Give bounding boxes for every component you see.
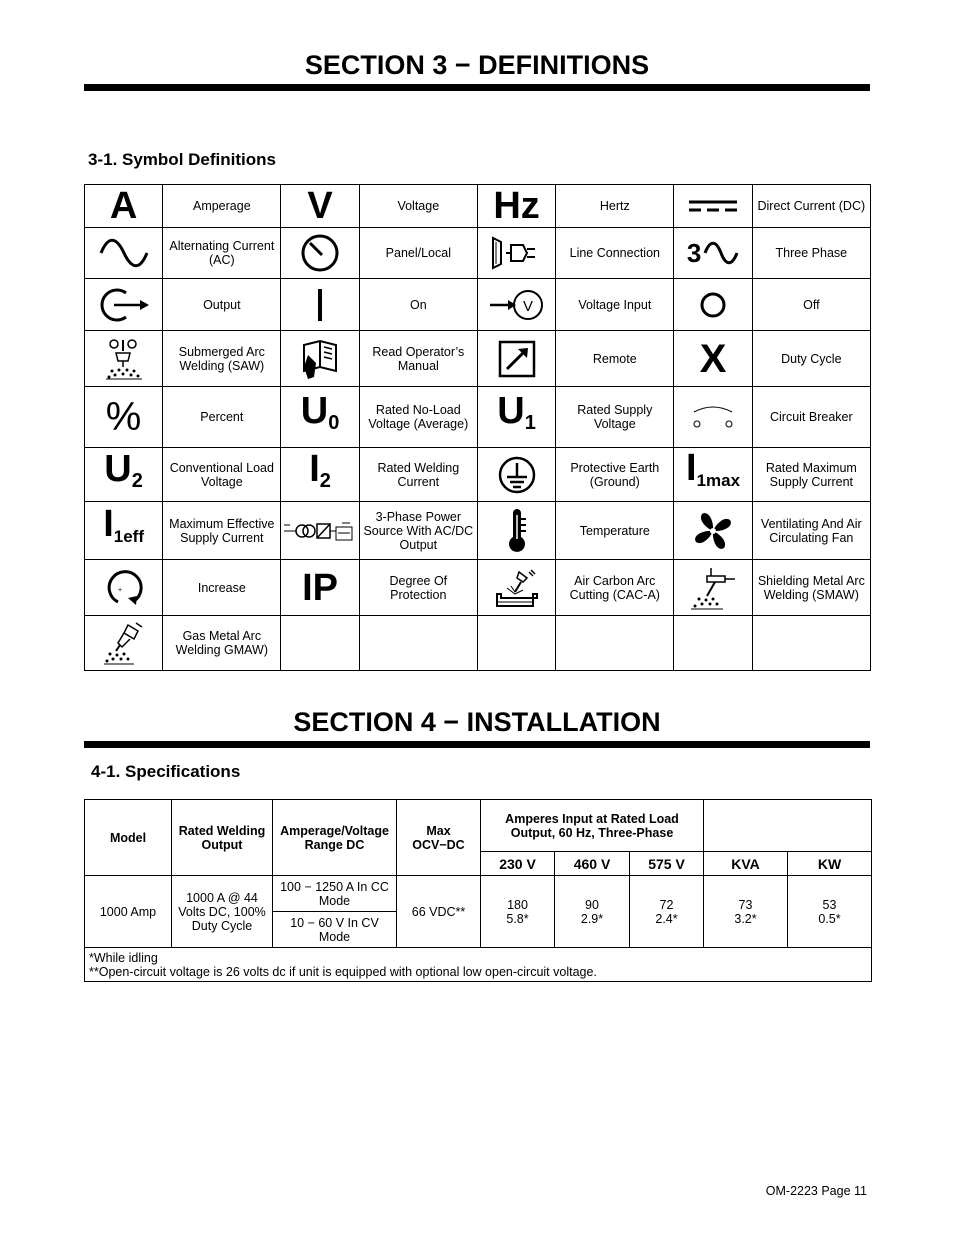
model-header: Model	[85, 800, 172, 876]
230v-header: 230 V	[481, 852, 555, 876]
empty-header-cell	[704, 800, 872, 852]
percent-symbol: %	[85, 387, 163, 448]
rated-max-supply-current-symbol: $I_{1max}$	[674, 448, 752, 502]
range-cv-cell: 10 − 60 V In CV Mode	[273, 912, 397, 948]
symbol-row	[85, 560, 871, 616]
symbol-row	[85, 387, 871, 448]
section-4-title: SECTION 4 − INSTALLATION	[293, 707, 661, 737]
rated-output-cell: 1000 A @ 44 Volts DC, 100% Duty Cycle	[172, 876, 273, 948]
panel-local-label: Panel/Local	[359, 228, 477, 279]
ocv-cell: 66 VDC**	[397, 876, 481, 948]
rated-no-load-voltage-symbol: $U_0$	[281, 387, 359, 448]
kva-header: KVA	[704, 852, 788, 876]
gmaw-label: Gas Metal Arc Welding GMAW)	[163, 616, 281, 671]
page-footer: OM-2223 Page 11	[765, 1184, 867, 1198]
symbol-definitions-heading: 3-1. Symbol Definitions	[88, 150, 276, 169]
temperature-label: Temperature	[556, 502, 674, 560]
575v-header: 575 V	[630, 852, 704, 876]
kw-header: KW	[788, 852, 872, 876]
circuit-breaker-label: Circuit Breaker	[752, 387, 870, 448]
svg-text:+: +	[117, 586, 122, 594]
empty-cell	[752, 616, 870, 671]
fan-icon	[674, 502, 752, 560]
symbol-row	[85, 448, 871, 502]
460v-cell: 90 2.9*	[555, 876, 630, 948]
three-phase-icon: 3	[674, 228, 752, 279]
range-cc-cell: 100 − 1250 A In CC Mode	[273, 876, 397, 912]
hertz-label: Hertz	[556, 185, 674, 228]
rated-supply-voltage-symbol: $U_1$	[477, 387, 555, 448]
circuit-breaker-icon	[674, 387, 752, 448]
spec-notes-row	[85, 948, 872, 982]
submerged-arc-welding-label: Submerged Arc Welding (SAW)	[163, 331, 281, 387]
remote-label: Remote	[556, 331, 674, 387]
rated-max-supply-current-label: Rated Maximum Supply Current	[752, 448, 870, 502]
smaw-label: Shielding Metal Arc Welding (SMAW)	[752, 560, 870, 616]
read-manual-icon	[281, 331, 359, 387]
amperage-label: Amperage	[163, 185, 281, 228]
amperes-input-header: Amperes Input at Rated Load Output, 60 Hz, Three-Phase	[481, 800, 704, 852]
empty-cell	[359, 616, 477, 671]
rated-output-header: Rated Welding Output	[172, 800, 273, 876]
increase-label: Increase	[163, 560, 281, 616]
230v-cell: 180 5.8*	[481, 876, 555, 948]
spec-header-row	[85, 800, 872, 852]
section-3-rule	[84, 84, 870, 91]
gmaw-icon	[85, 616, 163, 671]
section-4-rule	[84, 741, 870, 748]
kw-cell: 53 0.5*	[788, 876, 872, 948]
on-label: On	[359, 279, 477, 331]
direct-current-icon	[674, 185, 752, 228]
symbol-row	[85, 616, 871, 671]
conventional-load-voltage-label: Conventional Load Voltage	[163, 448, 281, 502]
duty-cycle-label: Duty Cycle	[752, 331, 870, 387]
note-idling: *While idling	[89, 950, 158, 965]
air-carbon-arc-cutting-label: Air Carbon Arc Cutting (CAC-A)	[556, 560, 674, 616]
symbol-row	[85, 279, 871, 331]
note-ocv: **Open-circuit voltage is 26 volts dc if unit is equipped with optional low open-circuit voltage.	[89, 964, 597, 979]
line-connection-label: Line Connection	[556, 228, 674, 279]
off-icon	[674, 279, 752, 331]
spec-notes	[85, 948, 872, 982]
symbol-row	[85, 228, 871, 279]
kva-cell: 73 3.2*	[704, 876, 788, 948]
direct-current-label: Direct Current (DC)	[752, 185, 870, 228]
line-connection-icon	[477, 228, 555, 279]
remote-icon	[477, 331, 555, 387]
degree-of-protection-label: Degree Of Protection	[359, 560, 477, 616]
alternating-current-label: Alternating Current (AC)	[163, 228, 281, 279]
symbol-row	[85, 502, 871, 560]
ocv-header: Max OCV−DC	[397, 800, 481, 876]
air-carbon-arc-cutting-icon	[477, 560, 555, 616]
three-phase-acdc-source-label: 3-Phase Power Source With AC/DC Output	[359, 502, 477, 560]
on-icon	[281, 279, 359, 331]
read-manual-label: Read Operator’s Manual	[359, 331, 477, 387]
empty-cell	[477, 616, 555, 671]
three-phase-acdc-source-icon	[281, 502, 359, 560]
model-cell: 1000 Amp	[85, 876, 172, 948]
rated-no-load-voltage-label: Rated No-Load Voltage (Average)	[359, 387, 477, 448]
output-label: Output	[163, 279, 281, 331]
hertz-symbol: Hz	[477, 185, 555, 228]
fan-label: Ventilating And Air Circulating Fan	[752, 502, 870, 560]
voltage-label: Voltage	[359, 185, 477, 228]
575v-cell: 72 2.4*	[630, 876, 704, 948]
percent-label: Percent	[163, 387, 281, 448]
rated-welding-current-label: Rated Welding Current	[359, 448, 477, 502]
off-label: Off	[752, 279, 870, 331]
degree-of-protection-symbol: IP	[281, 560, 359, 616]
protective-earth-label: Protective Earth (Ground)	[556, 448, 674, 502]
output-icon	[85, 279, 163, 331]
max-effective-supply-current-symbol: $I_{1eff}$	[85, 502, 163, 560]
symbol-row	[85, 185, 871, 228]
protective-earth-icon	[477, 448, 555, 502]
temperature-icon	[477, 502, 555, 560]
conventional-load-voltage-symbol: $U_2$	[85, 448, 163, 502]
voltage-input-label: Voltage Input	[556, 279, 674, 331]
empty-cell	[674, 616, 752, 671]
submerged-arc-welding-icon	[85, 331, 163, 387]
three-phase-label: Three Phase	[752, 228, 870, 279]
smaw-icon	[674, 560, 752, 616]
symbol-definitions-table	[84, 184, 871, 671]
section-3-title: SECTION 3 − DEFINITIONS	[304, 50, 650, 80]
voltage-input-icon	[477, 279, 555, 331]
panel-local-icon	[281, 228, 359, 279]
empty-cell	[556, 616, 674, 671]
rated-supply-voltage-label: Rated Supply Voltage	[556, 387, 674, 448]
empty-cell	[281, 616, 359, 671]
specifications-heading: 4-1. Specifications	[91, 762, 241, 781]
voltage-symbol: V	[281, 185, 359, 228]
symbol-row	[85, 331, 871, 387]
specifications-table	[84, 799, 872, 982]
460v-header: 460 V	[555, 852, 630, 876]
increase-icon	[85, 560, 163, 616]
rated-welding-current-symbol: $I_2$	[281, 448, 359, 502]
duty-cycle-symbol: X	[674, 331, 752, 387]
alternating-current-icon	[85, 228, 163, 279]
voltage-input-v: V	[522, 297, 533, 315]
amperage-symbol: A	[85, 185, 163, 228]
range-header: Amperage/Voltage Range DC	[273, 800, 397, 876]
max-effective-supply-current-label: Maximum Effective Supply Current	[163, 502, 281, 560]
spec-data-row	[85, 876, 872, 912]
